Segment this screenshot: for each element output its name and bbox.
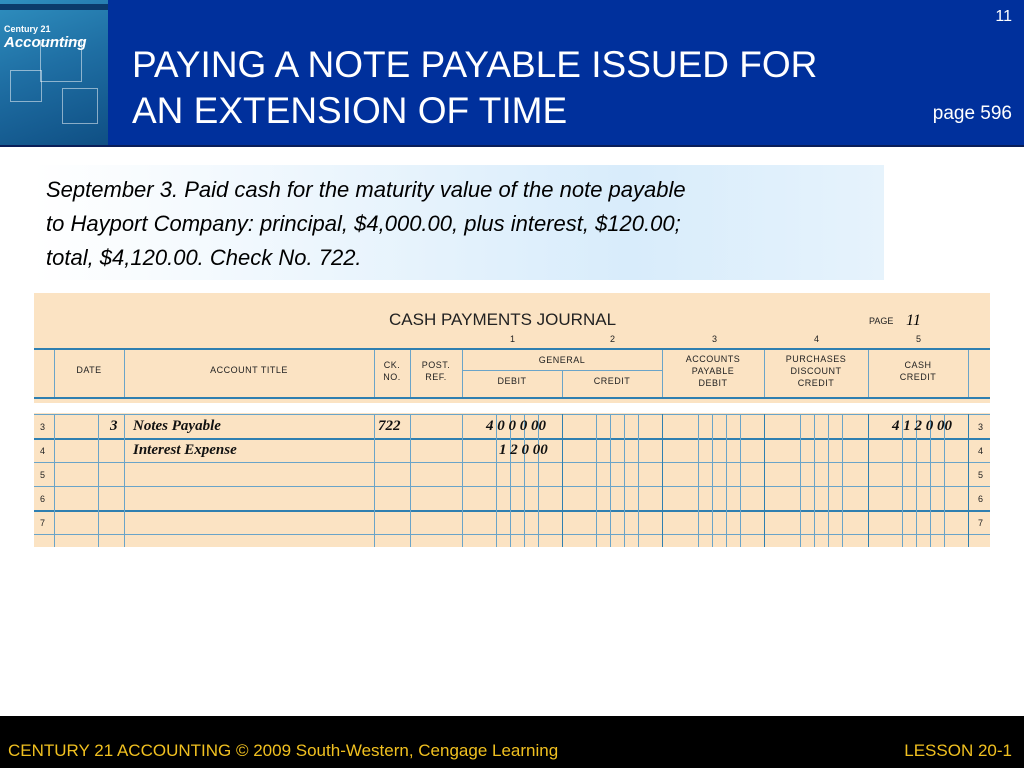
page-reference: page 596 — [932, 103, 1012, 124]
column-number: 4 — [814, 334, 820, 344]
row-number: 4 — [978, 446, 984, 456]
cash-payments-journal — [34, 293, 990, 547]
column-number: 3 — [712, 334, 718, 344]
cover-title: Century 21 Accounting — [4, 24, 87, 51]
transaction-description: September 3. Paid cash for the maturity value of the note payable to Hayport Company: principal, $4,000.00, plus interest, $120.00; total, $4,120.00. Check No. 722. — [46, 177, 686, 270]
account-title-header: ACCOUNT TITLE — [210, 365, 288, 375]
row-number: 7 — [978, 518, 984, 528]
footer-copyright: CENTURY 21 ACCOUNTING © 2009 South-Western, Cengage Learning — [8, 741, 559, 760]
cash-credit-header: CASH CREDIT — [899, 360, 937, 382]
journal-page-number: 11 — [906, 312, 921, 329]
general-debit-header: DEBIT — [497, 376, 527, 386]
journal-title: CASH PAYMENTS JOURNAL — [389, 310, 617, 329]
column-number: 5 — [916, 334, 922, 344]
post-ref-header: POST. REF. — [421, 360, 451, 382]
footer-lesson: LESSON 20-1 — [904, 741, 1012, 760]
row-number: 3 — [978, 422, 984, 432]
column-number: 2 — [610, 334, 616, 344]
row-number: 7 — [40, 518, 46, 528]
row-number: 4 — [40, 446, 46, 456]
entry-day: 3 — [110, 418, 118, 434]
entry-check-number: 722 — [378, 418, 401, 434]
entry-account-title: Notes Payable — [133, 418, 221, 434]
entry-general-debit: 4 0 0 0 00 — [486, 418, 546, 434]
entry-general-debit: 1 2 0 00 — [499, 442, 548, 458]
journal-page-label: PAGE — [869, 316, 894, 326]
accounts-payable-debit-header: ACCOUNTS PAYABLE DEBIT — [685, 354, 741, 388]
slide-title: PAYING A NOTE PAYABLE ISSUED FOR AN EXTENSION OF TIME — [132, 44, 818, 131]
row-number: 6 — [978, 494, 984, 504]
entry-cash-credit: 4 1 2 0 00 — [892, 418, 952, 434]
general-credit-header: CREDIT — [593, 376, 631, 386]
purchases-discount-credit-header: PURCHASES DISCOUNT CREDIT — [785, 354, 847, 388]
slide-number: 11 — [995, 8, 1012, 25]
textbook-cover-image — [0, 0, 108, 145]
ck-no-header: CK. NO. — [383, 360, 401, 382]
row-number: 5 — [40, 470, 46, 480]
date-header: DATE — [76, 365, 102, 375]
row-number: 5 — [978, 470, 984, 480]
column-number: 1 — [510, 334, 516, 344]
row-number: 6 — [40, 494, 46, 504]
slide-header — [0, 0, 1024, 147]
general-header: GENERAL — [538, 355, 586, 365]
entry-account-title: Interest Expense — [133, 442, 237, 458]
row-number: 3 — [40, 422, 46, 432]
